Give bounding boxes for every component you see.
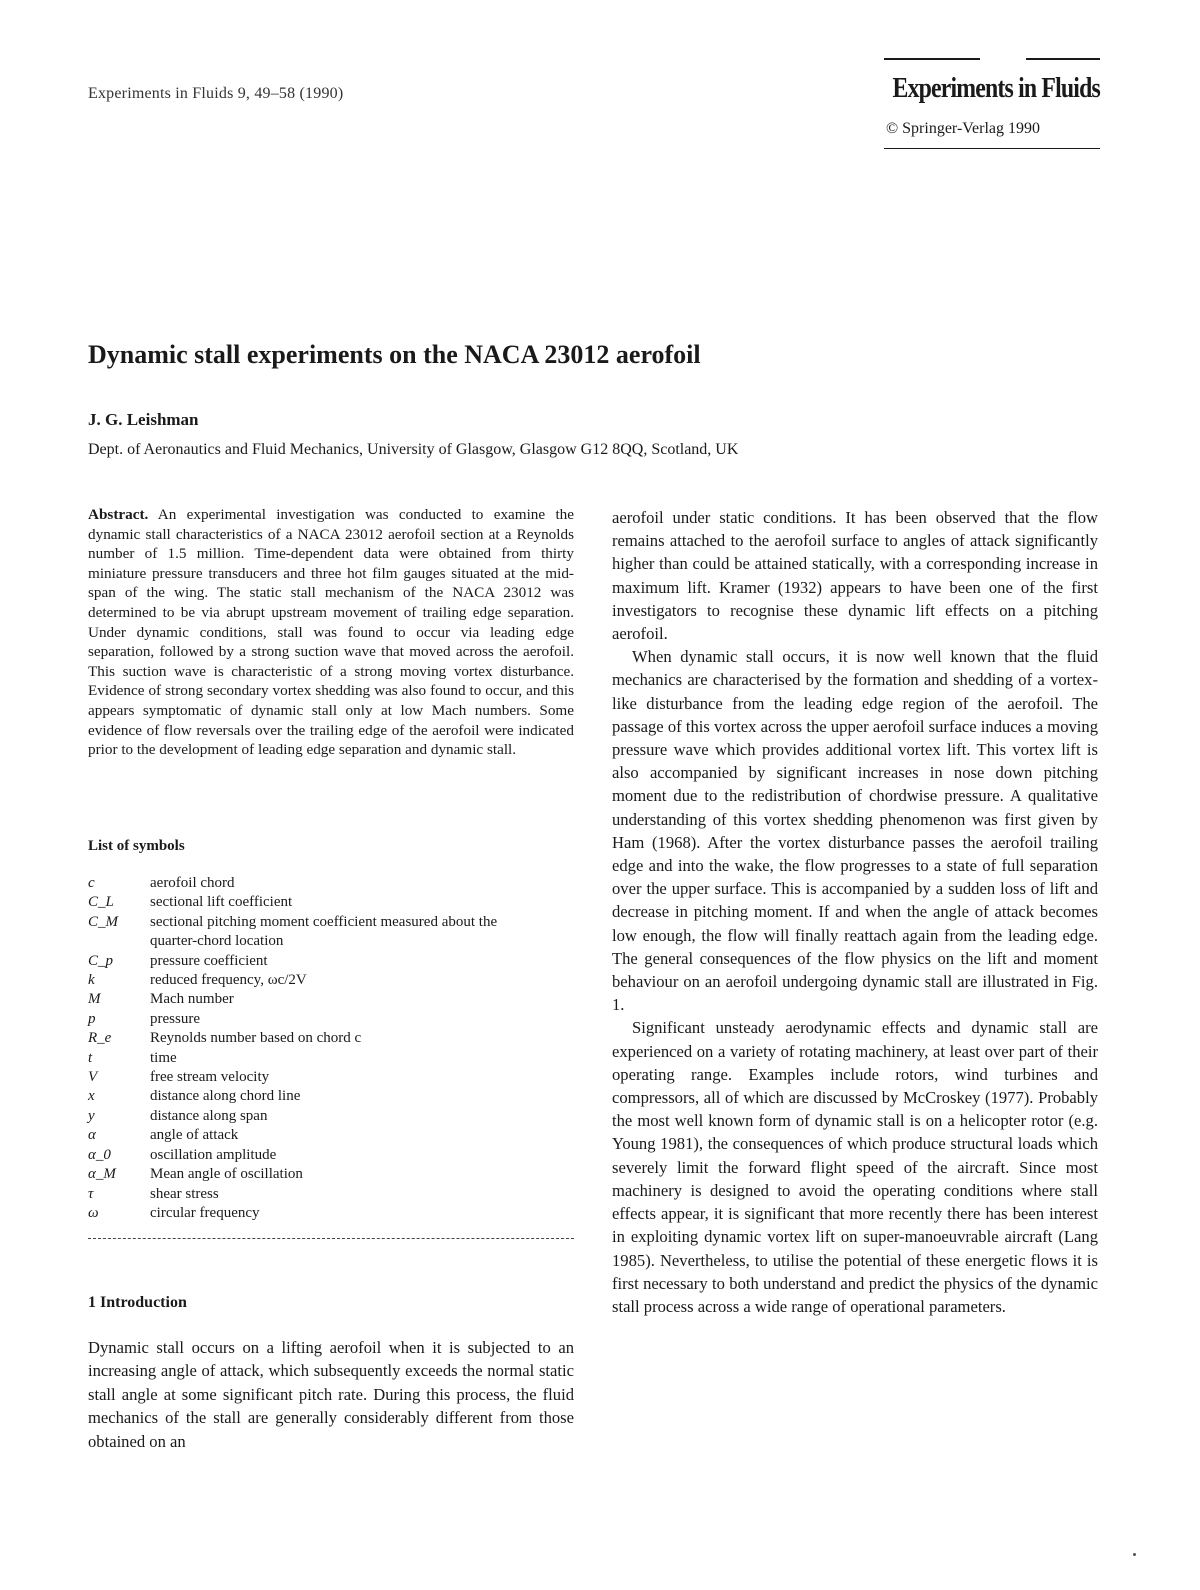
symbol-row — [88, 971, 574, 990]
symbol: x — [88, 1088, 95, 1105]
symbol: C_M — [88, 913, 118, 930]
masthead-rule-right — [1026, 58, 1100, 60]
symbol: C_L — [88, 894, 114, 911]
symbol-row — [88, 1010, 574, 1029]
symbol: C_p — [88, 952, 114, 969]
symbol-definition-text: angle of attack — [150, 1127, 239, 1144]
symbol-definition — [150, 1010, 574, 1029]
symbol-definition — [150, 874, 574, 893]
symbol-definition — [150, 1068, 574, 1087]
symbol-definition-text: oscillation amplitude — [150, 1146, 277, 1163]
symbols-list — [88, 874, 574, 1223]
symbol-definition-text: distance along span — [150, 1107, 268, 1124]
symbol-definition — [150, 1185, 574, 1204]
symbol: ω — [88, 1204, 99, 1221]
symbol-definition-text: circular frequency — [150, 1204, 260, 1221]
right-paragraph-1: aerofoil under static conditions. It has been observed that the flow remains attached to the aerofoil surface to angles of attack significantly higher than could be attained statically, with a corresponding increase in maximum lift. Kramer (1932) appears to have been one of the first investigators to recognise these dynamic lift effects on a pitching aerofoil. — [612, 508, 1098, 644]
page-mark — [1133, 1553, 1136, 1556]
symbol-row — [88, 1029, 574, 1048]
symbols-heading: List of symbols — [88, 838, 185, 854]
section-divider — [88, 1238, 574, 1239]
symbol-definition-text: pressure — [150, 1010, 200, 1027]
symbol-row — [88, 913, 574, 952]
abstract — [88, 505, 574, 760]
symbol-row — [88, 1049, 574, 1068]
symbol-row — [88, 1107, 574, 1126]
right-paragraph-3: Significant unsteady aerodynamic effects and dynamic stall are experienced on a variety of rotating machinery, at least over part of their operating range. Examples include rotors, wind turbines and compressors, all of which are discussed by McCroskey (1977). Probably the most well known form of dynamic stall is on a helicopter rotor (e.g. Young 1981), the consequences of which produce structural loads which severely limit the forward flight speed of the aircraft. Since most machinery is designed to avoid the operating conditions where stall effects appear, it is significant that more recently there has been interest in exploiting dynamic vortex lift on super-manoeuvrable aircraft (Lang 1985). Nevertheless, to utilise the potential of these energetic flows it is first necessary to both understand and predict the physics of the dynamic stall process across a wide range of operational parameters. — [612, 1018, 1098, 1316]
symbol-row — [88, 990, 574, 1009]
right-column-text — [612, 506, 1098, 1318]
symbol-definition — [150, 1126, 574, 1145]
abstract-label: Abstract. — [88, 506, 149, 523]
introduction-heading: 1 Introduction — [88, 1294, 187, 1311]
symbol-row — [88, 1087, 574, 1106]
symbol-row — [88, 874, 574, 893]
symbol-definition-text: sectional lift coefficient — [150, 894, 293, 911]
symbol-row — [88, 1204, 574, 1223]
symbol: V — [88, 1069, 98, 1086]
symbol-definition-text: free stream velocity — [150, 1069, 270, 1086]
symbol: α — [88, 1127, 96, 1144]
symbol-definition — [150, 990, 574, 1009]
symbol-definition — [150, 1049, 574, 1068]
publisher-line: © Springer-Verlag 1990 — [886, 120, 1041, 137]
abstract-text: An experimental investigation was conducted to examine the dynamic stall characteristics of a NACA 23012 aerofoil section at a Reynolds number of 1.5 million. Time-dependent data were obtained from thirty miniature pressure transducers and three hot film gauges situated at the mid-span of the wing. The static stall mechanism of the NACA 23012 was determined to be via abrupt upstream movement of trailing edge separation. Under dynamic conditions, stall was found to occur via leading edge separation, followed by a strong suction wave that moved across the aerofoil. This suction wave is characteristic of a strong moving vortex disturbance. Evidence of strong secondary vortex shedding was also found to occur, and this appears symptomatic of dynamic stall only at low Mach numbers. Some evidence of flow reversals over the trailing edge of the aerofoil were indicated prior to the development of leading edge separation and dynamic stall. — [88, 506, 574, 759]
author-name: J. G. Leishman — [88, 410, 199, 429]
symbol-definition-text: distance along chord line — [150, 1088, 301, 1105]
symbol-row — [88, 1185, 574, 1204]
right-paragraph-2: When dynamic stall occurs, it is now well known that the fluid mechanics are characterised by the formation and shedding of a vortex-like disturbance from the leading edge region of the aerofoil. The passage of this vortex across the upper aerofoil surface induces a moving pressure wave which provides additional vortex lift. This vortex lift is also accompanied by significant increases in nose down pitching moment due to the redistribution of chordwise pressure. A qualitative understanding of this vortex shedding phenomenon was first given by Ham (1968). After the vortex disturbance passes the aerofoil trailing edge and into the wake, the flow progresses to a state of full separation over the upper surface. This is accompanied by a sudden loss of lift and decrease in pitching moment. If and when the angle of attack becomes low enough, the flow will finally reattach again from the leading edge. The general consequences of the flow physics on the lift and moment behaviour on an aerofoil undergoing dynamic stall are illustrated in Fig. 1. — [612, 647, 1098, 1015]
symbol-row — [88, 952, 574, 971]
symbol-definition-text: sectional pitching moment coefficient measured about the — [150, 913, 498, 930]
symbol-definition — [150, 1204, 574, 1223]
symbol: p — [88, 1010, 96, 1027]
symbol-definition-text: Mach number — [150, 991, 234, 1008]
symbol-definition-text: aerofoil chord — [150, 875, 235, 891]
symbol: k — [88, 972, 95, 989]
introduction-paragraph: Dynamic stall occurs on a lifting aerofoil when it is subjected to an increasing angle of attack, which subsequently exceeds the normal static stall angle at some significant pitch rate. During this process, the fluid mechanics of the stall are generally considerably different from those obtained on an — [88, 1338, 574, 1451]
symbol-definition-text: pressure coefficient — [150, 952, 268, 969]
symbol-definition — [150, 1107, 574, 1126]
journal-name: Experiments in Fluids — [892, 72, 1100, 104]
symbol: α_M — [88, 1166, 116, 1183]
symbol: M — [88, 991, 101, 1008]
symbol-definition-text: reduced frequency, ωc/2V — [150, 972, 307, 989]
symbol-row — [88, 1146, 574, 1165]
symbol-row — [88, 1165, 574, 1184]
symbol-definition-continuation: quarter-chord location — [150, 933, 284, 950]
symbol-definition — [150, 1087, 574, 1106]
symbol-definition-text: shear stress — [150, 1185, 219, 1202]
symbol: R_e — [88, 1030, 112, 1047]
symbol-definition-text: Mean angle of oscillation — [150, 1166, 303, 1183]
symbol-row — [88, 893, 574, 912]
author-affiliation: Dept. of Aeronautics and Fluid Mechanics, University of Glasgow, Glasgow G12 8QQ, Scotland, UK — [88, 441, 739, 458]
symbol-definition-text: time — [150, 1049, 177, 1066]
symbol-definition — [150, 893, 574, 912]
article-title: Dynamic stall experiments on the NACA 23012 aerofoil — [88, 340, 701, 369]
symbol: τ — [88, 1185, 94, 1202]
symbol: α_0 — [88, 1146, 111, 1163]
symbol-definition — [150, 952, 574, 971]
symbol-row — [88, 1126, 574, 1145]
symbol: t — [88, 1049, 93, 1066]
masthead-rule-bottom — [884, 148, 1100, 149]
symbol-definition-text: Reynolds number based on chord c — [150, 1030, 362, 1047]
symbol-definition — [150, 971, 574, 990]
symbol-definition — [150, 1146, 574, 1165]
symbol: c — [88, 875, 95, 891]
symbol-definition — [150, 1165, 574, 1184]
symbol-definition — [150, 1029, 574, 1048]
symbol: y — [88, 1107, 95, 1124]
running-head: Experiments in Fluids 9, 49–58 (1990) — [88, 85, 344, 102]
symbol-definition — [150, 913, 574, 952]
symbol-row — [88, 1068, 574, 1087]
masthead-rule-left — [884, 58, 980, 60]
